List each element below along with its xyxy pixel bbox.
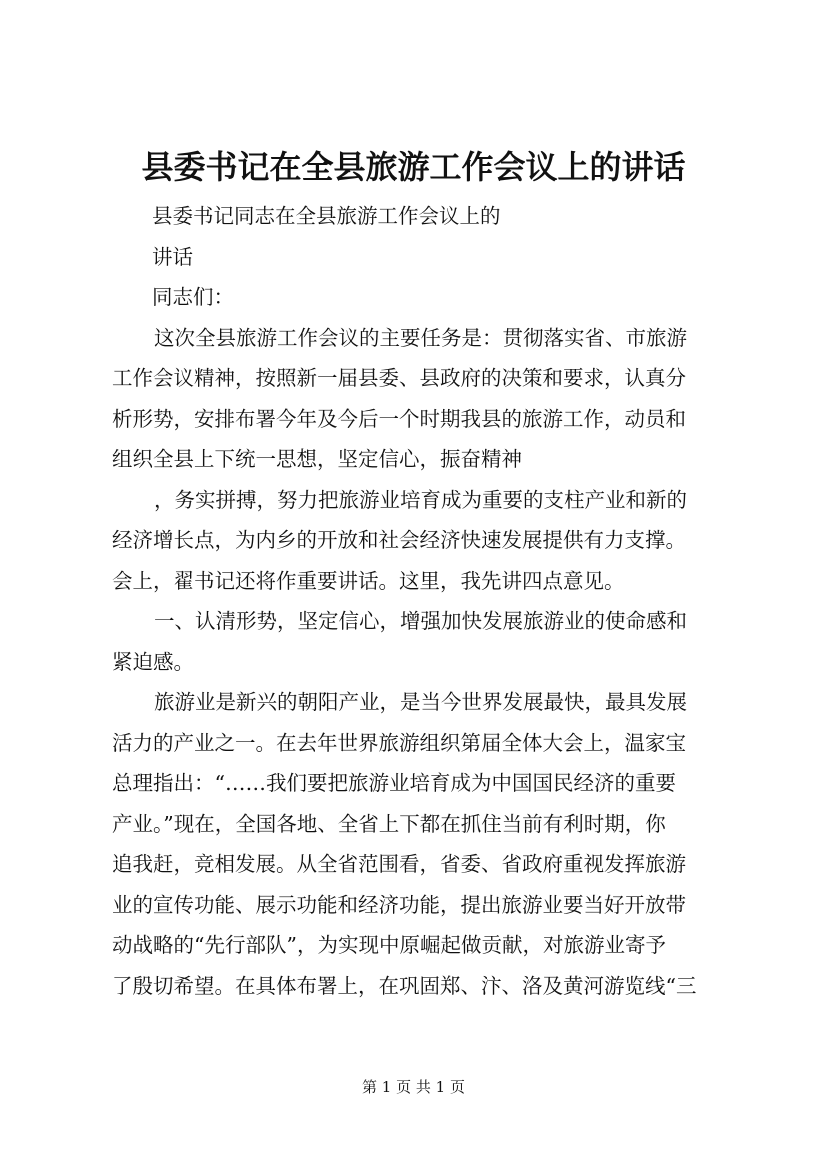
paragraph-line: 析形势，安排布署今年及今后一个时期我县的旅游工作，动员和 [112,406,686,431]
paragraph-line: 会上，翟书记还将作重要讲话。这里，我先讲四点意见。 [112,568,625,593]
paragraph-line: 活力的产业之一。在去年世界旅游组织第届全体大会上，温家宝 [112,730,686,755]
section-heading-line: 紧迫感。 [112,649,194,674]
paragraph-line: ，务实拼搏，努力把旅游业培育成为重要的支柱产业和新的 [154,487,687,512]
paragraph-line: 了殷切希望。在具体布署上，在巩固郑、汴、洛及黄河游览线“三 [112,973,697,998]
paragraph-line: 动战略的“先行部队”，为实现中原崛起做贡献，对旅游业寄予 [112,933,666,957]
paragraph-line: 追我赶，竞相发展。从全省范围看，省委、省政府重视发挥旅游 [112,852,686,876]
page-number-footer: 第 1 页 共 1 页 [362,1078,465,1096]
paragraph-line: 这次全县旅游工作会议的主要任务是：贯彻落实省、市旅游 [154,325,687,350]
paragraph-line: 组织全县上下统一思想，坚定信心，振奋精神 [112,447,522,471]
salutation: 同志们： [152,285,234,309]
subtitle-line: 讲话 [152,244,193,269]
paragraph-line: 总理指出：“……我们要把旅游业培育成为中国国民经济的重要 [112,771,676,795]
paragraph-line: 经济增长点，为内乡的开放和社会经济快速发展提供有力支撑。 [112,528,686,552]
paragraph-line: 业的宣传功能、展示功能和经济功能，提出旅游业要当好开放带 [112,892,686,917]
paragraph-line: 工作会议精神，按照新一届县委、县政府的决策和要求，认真分 [112,366,686,390]
document-title: 县委书记在全县旅游工作会议上的讲话 [141,148,686,186]
document-body [112,196,732,1006]
section-heading-line: 一、认清形势，坚定信心，增强加快发展旅游业的使命感和 [154,609,687,633]
subtitle-line: 县委书记同志在全县旅游工作会议上的 [152,204,501,228]
paragraph-line: 旅游业是新兴的朝阳产业，是当今世界发展最快，最具发展 [154,690,687,714]
paragraph-line: 产业。”现在，全国各地、全省上下都在抓住当前有利时期，你 [112,811,666,836]
